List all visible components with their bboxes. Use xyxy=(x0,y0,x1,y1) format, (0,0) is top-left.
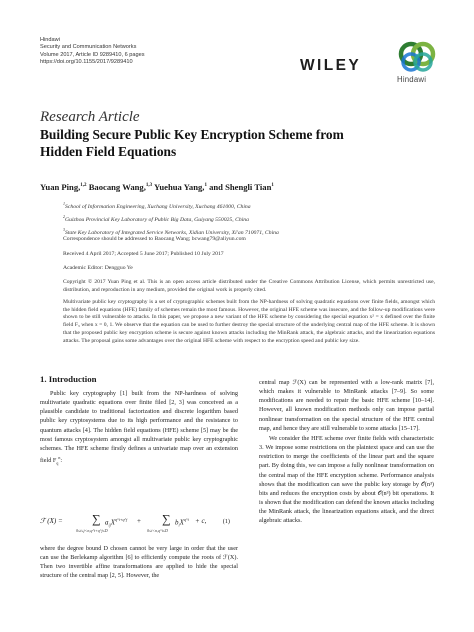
academic-editor: Academic Editor: Dengguo Ye xyxy=(63,265,133,271)
author-name: and Shengli Tian xyxy=(209,182,272,192)
intro-paragraph: We consider the HFE scheme over finite fields with characteristic 3. We impose some restrictions on the plaintext space and can use the restriction to merge the coefficients of the linear part and the square part. By doing this, we can impose a fully nonlinear transformation on the central map of the HFE encryption scheme. Performance analysis shows that the modification can save the public key storage by 𝒪(n³) bits and reduces the encryption costs by about 𝒪(n³) bit operations. It is shown that the modification can defend the known attacks including the MinRank attack, the linearization equations attack, and the direct algebraic attacks. xyxy=(259,434,434,525)
journal-volume: Volume 2017, Article ID 9289410, 6 pages xyxy=(40,51,145,58)
affiliation-number: 1 xyxy=(63,201,65,206)
journal-info xyxy=(40,37,145,67)
hindawi-logo-icon xyxy=(397,40,437,74)
plus-sign: + xyxy=(137,517,141,525)
intro-paragraph xyxy=(40,389,238,468)
journal-publisher: Hindawi xyxy=(40,37,60,43)
affiliation-number: 2 xyxy=(63,214,65,220)
article-type: Research Article xyxy=(40,109,140,125)
publication-dates: Received 4 April 2017; Accepted 5 June 2017; Published 10 July 2017 xyxy=(63,251,224,257)
paragraph-tail: : xyxy=(60,457,63,465)
author-list xyxy=(40,182,274,192)
journal-name: Security and Communication Networks xyxy=(40,44,137,51)
affiliation-number: 3 xyxy=(63,227,65,233)
equation-tail: + c, xyxy=(195,517,207,525)
copyright-notice: Copyright © 2017 Yuan Ping et al. This is an open access article distributed under the Creative Commons Attribution License, which permits unrestricted use, distribution, and reproduction in any medium, provided the original work is properly cited. xyxy=(63,279,435,293)
affiliations xyxy=(63,199,279,239)
journal-doi-link[interactable]: https://doi.org/10.1155/2017/9289410 xyxy=(40,59,133,66)
equation-1 xyxy=(40,513,238,535)
affiliation-text: Guizhou Provincial Key Laboratory of Public Big Data, Guiyang 550025, China xyxy=(65,217,249,224)
coefficient: a xyxy=(105,518,109,527)
abstract-text: Multivariate public key cryptography is a set of cryptographic schemes built from the NP-hardness of solving quadratic equations over finite fields, amongst which the hidden field equations (HFE) family of schemes remain the most famous. However, the original HFE scheme was insecure, and the follow-up modifications were shown to be still vulnerable to attacks. In this paper, we propose a new variant of the HFE scheme by considering the special equation x² = x defined over the finite field F₃ when x = 0, 1. We observe that the equation can be used to further destroy the special structure of the underlying central map of the HFE scheme. It is shown that the proposed public key encryption scheme is secure against known attacks including the MinRank attack, the algebraic attacks, and the linearization equations attacks. The proposal gains some advantages over the original HFE scheme with respect to the encryption speed and public key size. xyxy=(63,299,435,344)
exponent: q^i xyxy=(183,517,189,522)
coefficient-index: ij xyxy=(108,522,111,528)
author-name: Yuehua Yang, xyxy=(153,182,205,192)
paper-title: Building Secure Public Key Encryption Scheme from Hidden Field Equations xyxy=(40,127,344,159)
intro-paragraph: central map ℱ(X) can be represented with a low-rank matrix [7], which makes it vulnerable to MinRank attacks [7–9]. So some modifications are needed to repair the basic HFE scheme [10–14]. However, all known modification methods only can impose partial nonlinear transformation on the special structure of the HFE central map, and hence they are still vulnerable to some attacks [15–17]. xyxy=(259,379,434,432)
intro-left-column xyxy=(40,389,238,468)
field-superscript: n xyxy=(58,455,61,461)
section-heading: 1. Introduction xyxy=(40,374,97,384)
coefficient-index: i xyxy=(178,522,180,528)
affiliation-line xyxy=(63,199,279,212)
wiley-logo: WILEY xyxy=(300,57,362,74)
hindawi-wordmark: Hindawi xyxy=(397,75,427,84)
intro-right-column xyxy=(259,378,434,526)
variable: X xyxy=(110,518,116,527)
affiliation-line xyxy=(63,212,279,225)
equation-lhs: ℱ (X) = xyxy=(40,517,63,525)
author-name: Yuan Ping, xyxy=(40,182,81,192)
author-affil-marker: 1 xyxy=(204,183,207,189)
summation-symbol: ∑ xyxy=(92,512,101,526)
correspondence-line: Correspondence should be addressed to Baocang Wang; bcwang79@aliyun.com xyxy=(63,236,246,242)
equation-term xyxy=(105,517,127,528)
affiliation-text: State Key Laboratory of Integrated Service Networks, Xidian University, Xi'an 710071, China xyxy=(65,230,279,237)
equation-number: (1) xyxy=(222,518,230,525)
author-affil-marker: 1,3 xyxy=(145,183,153,189)
author-affil-marker: 1,2 xyxy=(80,183,87,189)
author-affil-marker: 1 xyxy=(271,183,274,189)
variable: X xyxy=(179,518,184,527)
summation-range: 0≤i≤j<n,q^i+q^j≤D xyxy=(76,528,108,533)
author-name: Baocang Wang, xyxy=(88,182,146,192)
summation-symbol: ∑ xyxy=(162,512,171,526)
equation-term xyxy=(175,517,189,528)
summation-range: 0≤i<n,q^i≤D xyxy=(147,528,168,533)
field-subscript: q xyxy=(56,460,59,466)
intro-paragraph: where the degree bound D chosen cannot be very large in order that the user can use the Berlekamp algorithm [6] to efficiently compute the roots of ℱ(X). Then two invertible affine transformations are applied to hide the special structure of the central map [2, 5]. However, the xyxy=(40,545,238,580)
exponent: q^i+q^j xyxy=(115,517,128,522)
paragraph-text: Public key cryptography [1] built from the NP-hardness of solving multivariate quadratic equations over finite filed [2, 3] was conceived as a plausible candidate to traditional factorization and discrete logarithm based public key cryptosystems due to its high performance and the resistance to quantum attacks [4]. The hidden field equations (HFE) scheme [5] may be the most famous cryptosystem amongst all multivariate public key cryptographic schemes. The HFE scheme firstly defines a univariate map over an extension field F xyxy=(40,390,238,465)
affiliation-text: School of Information Engineering, Xuchang University, Xuchang 461000, China xyxy=(65,203,251,210)
intro-left-column-continued xyxy=(40,544,238,581)
coefficient: b xyxy=(175,518,179,527)
